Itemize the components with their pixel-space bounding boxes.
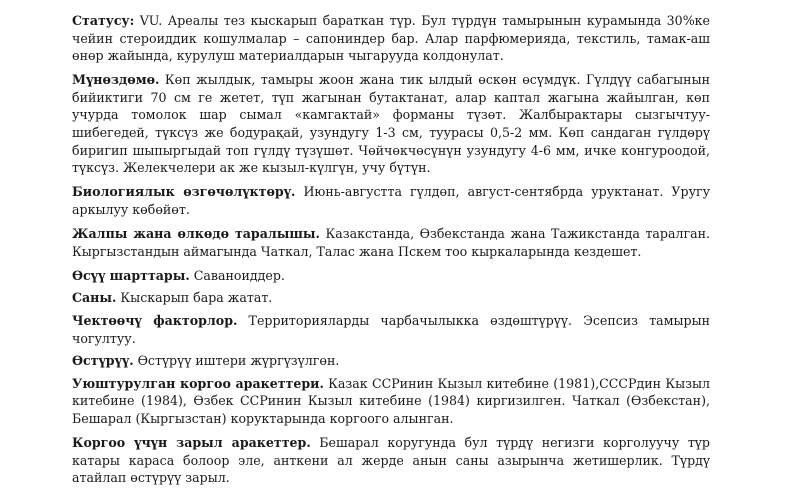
abundance-label: Саны. (72, 290, 117, 306)
needed-actions-label: Коргоо үчүн зарыл аракеттер. (72, 434, 311, 450)
paragraph-biology (72, 183, 710, 218)
distribution-text: Казакстанда, Өзбекстанда жана Тажикстанда таралган. Кыргызстандын аймагында Чаткал, Талас жана Пскем тоо кыркаларында кездешет. (72, 226, 710, 259)
paragraph-description (72, 71, 710, 177)
biology-label: Биологиялык өзгөчөлүктөрү. (72, 184, 296, 200)
protection-measures-text: Казак ССРинин Кызыл китебине (1981),СССРдин Кызыл китебине (1984), Өзбек ССРинин Кызыл китебине (1984) киргизилген. Чаткал (Өзбекстан), Бешарал (Кыргызстан) коруктарында коргоого алынган. (72, 375, 710, 426)
description-text: Көп жылдык, тамыры жоон жана тик ылдый өскөн өсүмдүк. Гүлдүү сабагынын бийиктиги 70 см ге жетет, түп жагынан бутактанат, алар каптал жагына жайылган, көп учурда томолок шар сымал «камгактай» форманы түзөт. Жалбырактары сызгычтуу-шибегедей, түксүз же бодурақай, узундугу 1-3 см, туурасы 0,5-2 мм. Көп сандаган гүлдөрү биригип шыпыргыдай топ гүлдү түзүшөт. Чөйчөкчөсүнүн узундугу 4-6 мм, ичке конгуроодой, түксүз. Желекчелери ак же кызыл-күлгүн, учу бүтүн. (72, 72, 710, 176)
document-page (72, 12, 710, 493)
description-label: Мүнөздөмө. (72, 72, 160, 88)
habitat-text: Саваноиддер. (189, 267, 285, 283)
paragraph-status (72, 12, 710, 65)
paragraph-limiting-factors (72, 312, 710, 347)
paragraph-distribution (72, 225, 710, 260)
cultivation-label: Өстүрүү. (72, 353, 134, 369)
abundance-text: Кыскарып бара жатат. (116, 290, 273, 306)
status-text: VU. Ареалы тез кыскарып бараткан түр. Бул түрдүн тамырынын курамында 30%ке чейин стероиддик кошулмалар – сапониндер бар. Алар парфюмерияда, текстиль, тамак-аш өнөр жайында, курулуш материалдарын чыгарууда колдонулат. (72, 13, 710, 64)
cultivation-text: Өстүрүү иштери жүргүзүлгөн. (133, 353, 340, 369)
paragraph-abundance (72, 289, 710, 307)
limiting-factors-text: Территорияларды чарбачылыкка өздөштүрүү. Эсепсиз тамырын чогултуу. (72, 312, 710, 346)
paragraph-needed-actions (72, 434, 710, 487)
status-label: Статусу: (72, 13, 135, 28)
limiting-factors-label: Чектөөчү факторлор. (72, 312, 238, 328)
distribution-label: Жалпы жана өлкөдө таралышы. (72, 226, 320, 242)
paragraph-habitat (72, 267, 710, 285)
habitat-label: Өсүү шарттары. (72, 267, 190, 283)
needed-actions-text: Бешарал коругунда бул түрдү негизги корголуучу түр катары караса болоор эле, анткени ал жерде анын саны азырынча жетишерлик. Түрдү атайлап өстүрүү зарыл. (72, 434, 710, 486)
paragraph-protection-measures (72, 375, 710, 428)
biology-text: Июнь-августта гүлдөп, август-сентябрда уруктанат. Уругу аркылуу көбөйөт. (72, 184, 710, 217)
paragraph-cultivation (72, 352, 710, 370)
protection-measures-label: Уюштурулган коргоо аракеттери. (72, 375, 324, 391)
